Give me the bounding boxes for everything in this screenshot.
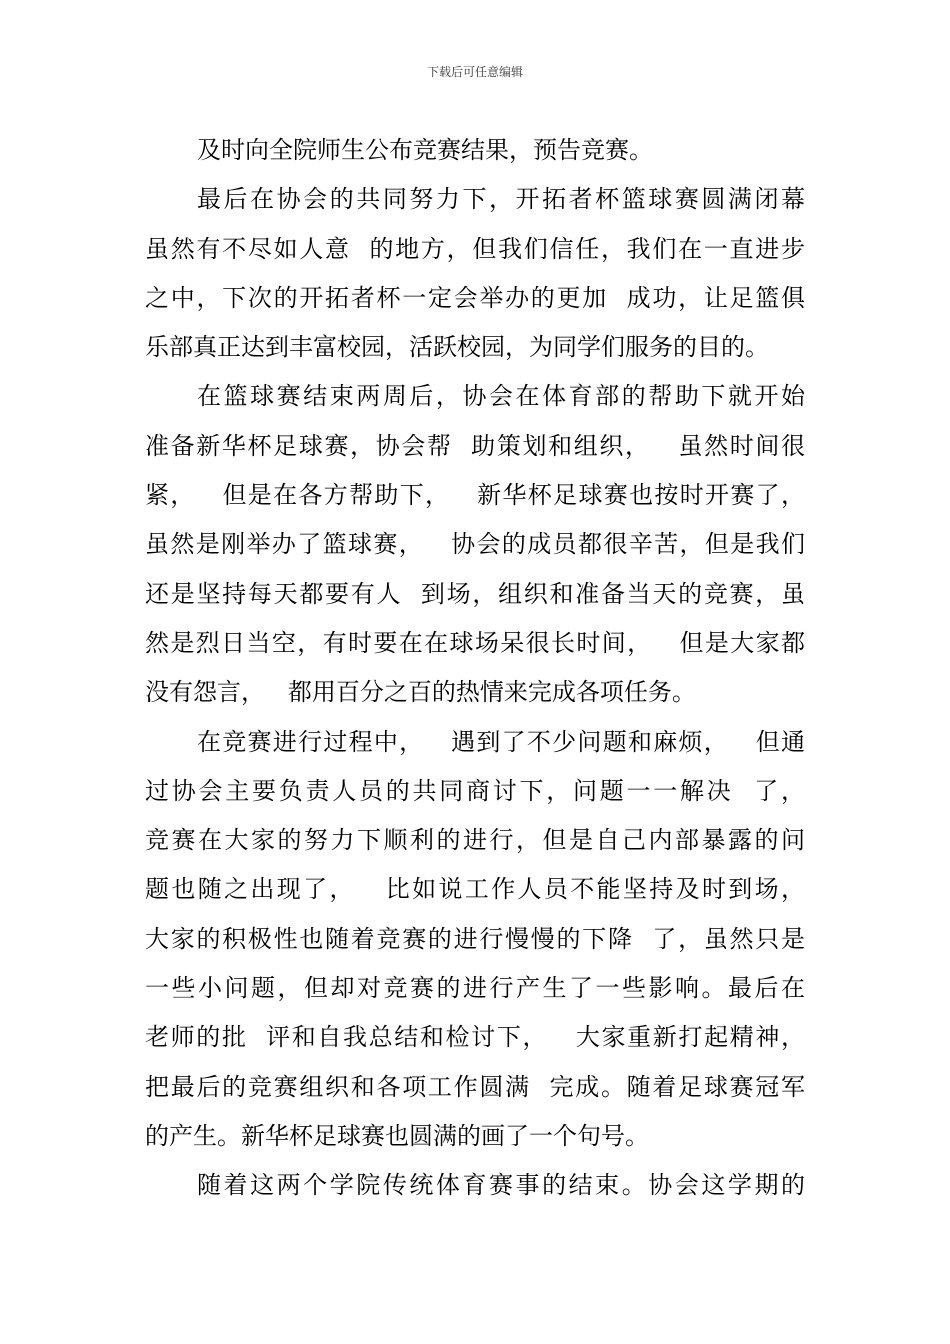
text-line: 老师的批 评和自我总结和检讨下， 大家重新打起精神， xyxy=(145,1023,805,1052)
text-line: 把最后的竞赛组织和各项工作圆满 完成。随着足球赛冠军 xyxy=(145,1072,805,1101)
page-header: 下载后可任意编辑 xyxy=(426,65,523,79)
text-line: 随着这两个学院传统体育赛事的结束。协会这学期的 xyxy=(197,1171,805,1200)
text-line: 乐部真正达到丰富校园，活跃校园，为同学们服务的目的。 xyxy=(145,333,769,362)
document-body xyxy=(145,126,805,1211)
text-line: 题也随之出现了， 比如说工作人员不能坚持及时到场， xyxy=(145,875,805,904)
text-line: 虽然有不尽如人意 的地方，但我们信任，我们在一直进步 xyxy=(145,234,805,263)
text-line: 一些小问题，但却对竞赛的进行产生了一些影响。最后在 xyxy=(145,974,805,1003)
text-line: 过协会主要负责人员的共同商讨下，问题一一解决 了， xyxy=(145,776,805,805)
text-line: 然是烈日当空，有时要在在球场呆很长时间， 但是大家都 xyxy=(145,628,805,657)
text-line: 在竞赛进行过程中， 遇到了不少问题和麻烦， 但通 xyxy=(197,727,805,756)
text-line: 之中，下次的开拓者杯一定会举办的更加 成功，让足篮俱 xyxy=(145,283,805,312)
text-line: 的产生。新华杯足球赛也圆满的画了一个句号。 xyxy=(145,1121,649,1150)
text-line: 竞赛在大家的努力下顺利的进行，但是自己内部暴露的问 xyxy=(145,826,805,855)
text-line: 还是坚持每天都要有人 到场，组织和准备当天的竞赛，虽 xyxy=(145,579,805,608)
text-line: 在篮球赛结束两周后，协会在体育部的帮助下就开始 xyxy=(197,382,805,411)
text-line: 大家的积极性也随着竞赛的进行慢慢的下降 了，虽然只是 xyxy=(145,924,805,953)
text-line: 没有怨言， 都用百分之百的热情来完成各项任务。 xyxy=(145,678,696,707)
text-line: 准备新华杯足球赛，协会帮 助策划和组织， 虽然时间很 xyxy=(145,431,805,460)
text-line: 虽然是刚举办了篮球赛， 协会的成员都很辛苦，但是我们 xyxy=(145,530,805,559)
text-line: 及时向全院师生公布竞赛结果，预告竞赛。 xyxy=(197,136,653,164)
text-line: 紧， 但是在各方帮助下， 新华杯足球赛也按时开赛了， xyxy=(145,481,805,510)
text-line: 最后在协会的共同努力下，开拓者杯篮球赛圆满闭幕 xyxy=(197,185,805,214)
